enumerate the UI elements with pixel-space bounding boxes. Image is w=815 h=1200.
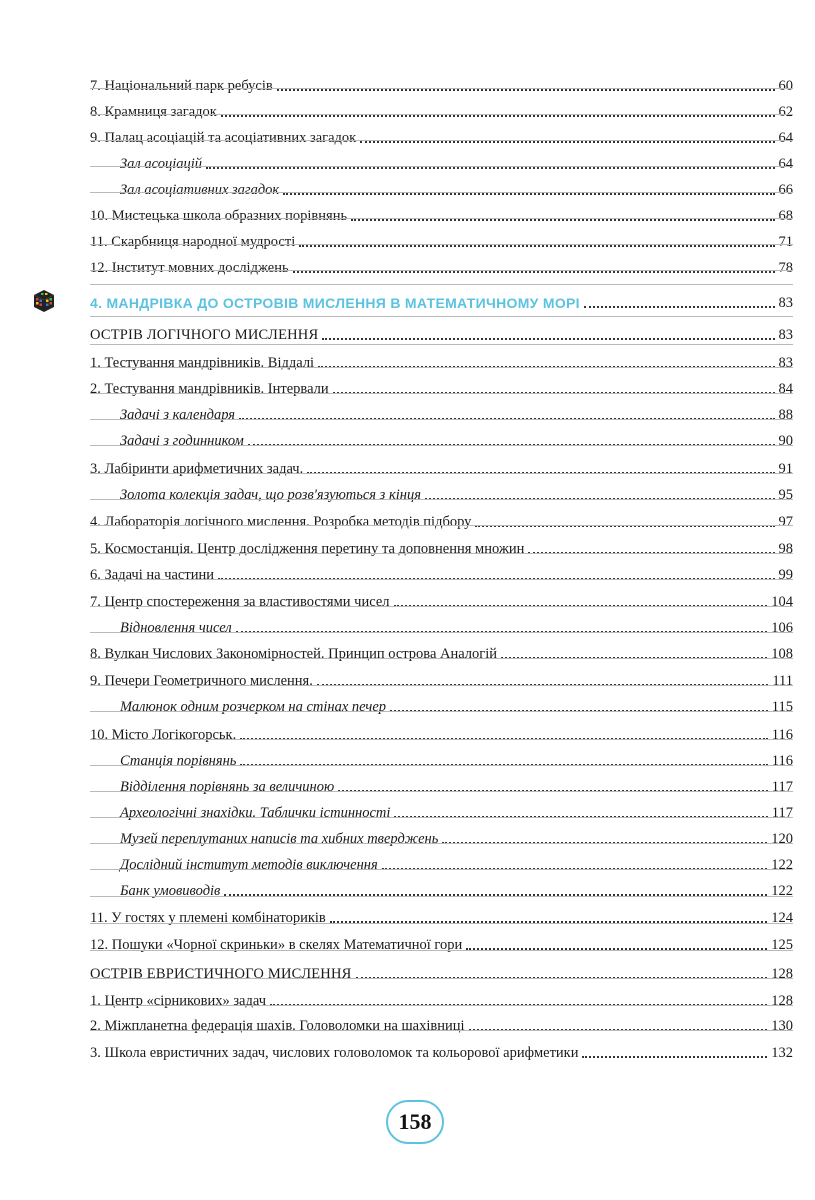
toc-entry-title: 3. Лабіринти арифметичних задач. — [90, 461, 304, 477]
dot-leader — [299, 245, 774, 247]
toc-entry-title: 8. Вулкан Числових Закономірностей. Принцип острова Аналогій — [90, 646, 498, 662]
row-divider — [90, 499, 793, 500]
row-divider — [90, 658, 793, 659]
row-divider — [90, 140, 793, 141]
toc-entry-title: 10. Місто Логікогорськ. — [90, 727, 237, 743]
toc-entry-page: 83 — [778, 295, 793, 311]
toc-entry-page: 117 — [771, 805, 793, 821]
toc-subentry — [90, 852, 793, 874]
toc-subentry — [90, 177, 793, 199]
row-divider — [90, 817, 793, 818]
toc-entry-page: 78 — [778, 260, 793, 276]
toc-entry-title: 4. МАНДРІВКА ДО ОСТРОВІВ МИСЛЕННЯ В МАТЕМАТИЧНОМУ МОРІ — [90, 295, 580, 311]
toc-subentry — [90, 482, 793, 504]
toc-entry-title: 9. Печери Геометричного мислення. — [90, 673, 313, 689]
row-divider — [90, 606, 793, 607]
dot-leader — [584, 306, 775, 308]
toc-entry — [90, 350, 793, 372]
toc-entry-page: 130 — [771, 1018, 793, 1034]
toc-entry-page: 60 — [778, 78, 793, 94]
row-divider — [90, 685, 793, 686]
toc-entry-page: 116 — [771, 753, 793, 769]
row-divider — [90, 419, 793, 420]
row-divider — [90, 978, 793, 979]
toc-entry-page: 116 — [771, 727, 793, 743]
row-divider — [90, 739, 793, 740]
toc-entry-page: 124 — [771, 910, 793, 926]
toc-chapter-heading — [90, 290, 793, 312]
row-divider — [90, 632, 793, 633]
toc-entry-title: Задачі з годинником — [120, 433, 244, 449]
toc-entry-title: Банк умовиводів — [120, 883, 221, 899]
toc-subentry — [90, 800, 793, 822]
toc-entry — [90, 203, 793, 225]
toc-entry-title: Відділення порівнянь за величиною — [120, 779, 335, 795]
row-divider — [90, 244, 793, 245]
row-divider — [90, 869, 793, 870]
toc-entry-page: 128 — [771, 966, 793, 982]
row-divider — [90, 192, 793, 193]
toc-entry-title: 2. Тестування мандрівників. Інтервали — [90, 381, 329, 397]
toc-entry-title: 1. Центр «сірникових» задач — [90, 993, 267, 1009]
toc-entry — [90, 229, 793, 251]
toc-entry-title: 3. Школа евристичних задач, числових головоломок та кольорової арифметики — [90, 1045, 579, 1061]
toc-subentry — [90, 694, 793, 716]
toc-entry-page: 84 — [778, 381, 793, 397]
toc-subentry — [90, 402, 793, 424]
row-divider — [90, 553, 793, 554]
toc-entry-page: 111 — [772, 673, 793, 689]
toc-subentry — [90, 774, 793, 796]
toc-section-heading — [90, 961, 793, 983]
row-divider — [90, 316, 793, 317]
toc-entry-page: 64 — [778, 130, 793, 146]
row-divider — [90, 711, 793, 712]
rubiks-cube-icon — [30, 288, 58, 314]
row-divider — [90, 896, 793, 897]
toc-entry — [90, 456, 793, 478]
dot-leader — [221, 115, 775, 117]
toc-entry-page: 71 — [778, 234, 793, 250]
row-divider — [90, 270, 793, 271]
toc-entry-title: Археологічні знахідки. Таблички істинності — [120, 805, 391, 821]
toc-entry-page: 83 — [778, 327, 793, 343]
dot-leader — [277, 89, 775, 91]
row-divider — [90, 284, 793, 285]
row-divider — [90, 166, 793, 167]
toc-entry-title: 12. Інститут мовних досліджень — [90, 260, 289, 276]
toc-entry — [90, 562, 793, 584]
toc-entry-page: 108 — [771, 646, 793, 662]
toc-entry-title: 12. Пошуки «Чорної скриньки» в скелях Математичної гори — [90, 937, 463, 953]
toc-entry — [90, 668, 793, 690]
toc-entry-page: 125 — [771, 937, 793, 953]
row-divider — [90, 923, 793, 924]
toc-entry-title: 8. Крамниця загадок — [90, 104, 217, 120]
toc-entry-title: Відновлення чисел — [120, 620, 232, 636]
toc-entry-page: 98 — [778, 541, 793, 557]
toc-entry-title: ОСТРІВ ЛОГІЧНОГО МИСЛЕННЯ — [90, 327, 319, 343]
toc-subentry — [90, 748, 793, 770]
toc-entry-title: Музей переплутаних написів та хибних тверджень — [120, 831, 439, 847]
row-divider — [90, 114, 793, 115]
toc-entry-title: ОСТРІВ ЕВРИСТИЧНОГО МИСЛЕННЯ — [90, 966, 352, 982]
dot-leader — [360, 141, 774, 143]
toc-entry-page: 68 — [778, 208, 793, 224]
toc-entry-title: Малюнок одним розчерком на стінах печер — [120, 699, 387, 715]
toc-entry-title: 11. Скарбниця народної мудрості — [90, 234, 296, 250]
row-divider — [90, 88, 793, 89]
toc-entry-title: 6. Задачі на частини — [90, 567, 214, 583]
toc-entry — [90, 641, 793, 663]
toc-entry-title: 2. Міжпланетна федерація шахів. Головоломки на шахівниці — [90, 1018, 465, 1034]
page-number: 158 — [386, 1100, 444, 1144]
toc-entry-page: 88 — [778, 407, 793, 423]
toc-entry-page: 117 — [771, 779, 793, 795]
dot-leader — [351, 219, 774, 221]
toc-entry — [90, 589, 793, 611]
toc-section-heading — [90, 322, 793, 344]
toc-entry-title: 4. Лабораторія логічного мислення. Розробка методів підбору — [90, 514, 472, 530]
toc-entry — [90, 509, 793, 531]
row-divider — [90, 367, 793, 368]
row-divider — [90, 525, 793, 526]
toc-entry-page: 106 — [771, 620, 793, 636]
toc-entry-title: 7. Центр спостереження за властивостями чисел — [90, 594, 390, 610]
dot-leader — [582, 1056, 767, 1058]
toc-entry-page: 83 — [778, 355, 793, 371]
toc-entry-title: Станція порівнянь — [120, 753, 237, 769]
toc-entry-page: 132 — [771, 1045, 793, 1061]
toc-entry-page: 90 — [778, 433, 793, 449]
toc-entry — [90, 376, 793, 398]
toc-entry-page: 62 — [778, 104, 793, 120]
row-divider — [90, 1005, 793, 1006]
toc-entry-page: 99 — [778, 567, 793, 583]
row-divider — [90, 344, 793, 345]
toc-subentry — [90, 428, 793, 450]
dot-leader — [322, 338, 774, 340]
toc-entry — [90, 722, 793, 744]
toc-entry — [90, 1040, 793, 1062]
toc-entry — [90, 125, 793, 147]
toc-entry-page: 66 — [778, 182, 793, 198]
toc-entry-title: 5. Космостанція. Центр дослідження перетину та доповнення множин — [90, 541, 525, 557]
row-divider — [90, 791, 793, 792]
toc-subentry — [90, 151, 793, 173]
dot-leader — [283, 193, 774, 195]
toc-entry — [90, 536, 793, 558]
toc-entry-page: 122 — [771, 883, 793, 899]
toc-subentry — [90, 826, 793, 848]
toc-entry — [90, 255, 793, 277]
toc-entry-title: Зал асоціацій — [120, 156, 203, 172]
toc-entry — [90, 1013, 793, 1035]
row-divider — [90, 445, 793, 446]
toc-entry-title: 10. Мистецька школа образних порівнянь — [90, 208, 348, 224]
toc-entry-title: Золота колекція задач, що розв'язуються з кінця — [120, 487, 421, 503]
toc-subentry — [90, 615, 793, 637]
toc-entry-page: 95 — [778, 487, 793, 503]
toc-entry-page: 122 — [771, 857, 793, 873]
toc-entry-title: 9. Палац асоціацій та асоціативних загадок — [90, 130, 357, 146]
toc-entry-title: Зал асоціативних загадок — [120, 182, 280, 198]
toc-entry-page: 128 — [771, 993, 793, 1009]
row-divider — [90, 473, 793, 474]
row-divider — [90, 1030, 793, 1031]
toc-entry-page: 120 — [771, 831, 793, 847]
toc-entry-title: 1. Тестування мандрівників. Віддалі — [90, 355, 315, 371]
dot-leader — [206, 167, 774, 169]
toc-entry-title: Дослідний інститут методів виключення — [120, 857, 378, 873]
toc-entry-page: 115 — [771, 699, 793, 715]
row-divider — [90, 218, 793, 219]
row-divider — [90, 579, 793, 580]
toc-entry-title: 11. У гостях у племені комбінаториків — [90, 910, 326, 926]
toc-entry-page: 64 — [778, 156, 793, 172]
toc-entry — [90, 99, 793, 121]
row-divider — [90, 950, 793, 951]
row-divider — [90, 843, 793, 844]
toc-entry-page: 91 — [778, 461, 793, 477]
toc-entry — [90, 73, 793, 95]
toc-entry-title: 7. Національний парк ребусів — [90, 78, 273, 94]
toc-entry — [90, 988, 793, 1010]
row-divider — [90, 393, 793, 394]
dot-leader — [293, 271, 775, 273]
row-divider — [90, 765, 793, 766]
toc-entry-title: Задачі з календаря — [120, 407, 236, 423]
toc-entry-page: 104 — [771, 594, 793, 610]
toc-entry-page: 97 — [778, 514, 793, 530]
